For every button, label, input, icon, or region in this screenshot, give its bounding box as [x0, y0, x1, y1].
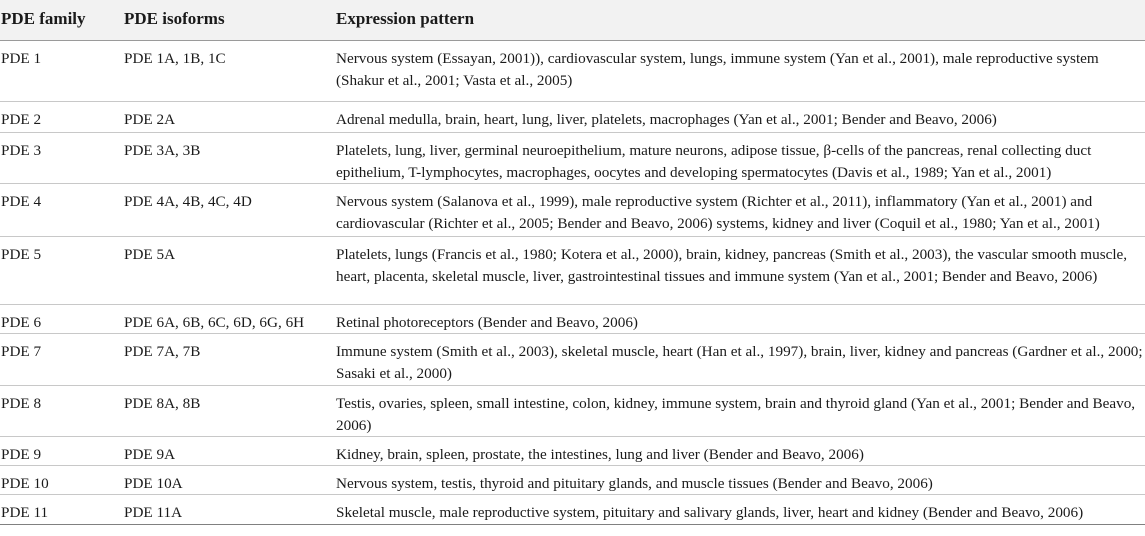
table-row: [0, 466, 1145, 495]
header-expression-pattern: Expression pattern: [336, 9, 475, 28]
family-cell: PDE 9: [1, 446, 42, 463]
table-row: [0, 102, 1145, 133]
table-row: [0, 386, 1145, 437]
table-row: [0, 495, 1145, 525]
header-pde-isoforms: PDE isoforms: [124, 9, 225, 28]
table-row: [0, 41, 1145, 102]
expression-cell: Immune system (Smith et al., 2003), skeletal muscle, heart (Han et al., 1997), brain, liver, kidney and pancreas (Gardner et al., 2000; Sasaki et al., 2000): [336, 343, 1143, 382]
isoforms-cell: PDE 4A, 4B, 4C, 4D: [124, 193, 252, 210]
family-cell: PDE 5: [1, 246, 42, 263]
expression-cell: Adrenal medulla, brain, heart, lung, liver, platelets, macrophages (Yan et al., 2001; Bender and Beavo, 2006): [336, 111, 997, 128]
isoforms-cell: PDE 9A: [124, 446, 176, 463]
table-row: [0, 184, 1145, 237]
table-row: [0, 237, 1145, 305]
table-row: [0, 305, 1145, 334]
expression-cell: Nervous system (Salanova et al., 1999), male reproductive system (Richter et al., 2011), inflammatory (Yan et al., 2001) and cardiovascular (Richter et al., 2005; Bender and Beavo, 2006) systems, kidney and liver (Coquil et al., 1980; Yan et al., 2001): [336, 193, 1100, 232]
table-row: [0, 133, 1145, 184]
family-cell: PDE 2: [1, 111, 42, 128]
isoforms-cell: PDE 11A: [124, 504, 183, 521]
isoforms-cell: PDE 7A, 7B: [124, 343, 201, 360]
family-cell: PDE 6: [1, 314, 42, 331]
expression-cell: Skeletal muscle, male reproductive system, pituitary and salivary glands, liver, heart and kidney (Bender and Beavo, 2006): [336, 504, 1084, 521]
expression-cell: Nervous system, testis, thyroid and pituitary glands, and muscle tissues (Bender and Beavo, 2006): [336, 475, 933, 492]
isoforms-cell: PDE 6A, 6B, 6C, 6D, 6G, 6H: [124, 314, 305, 331]
table-row: [0, 334, 1145, 386]
expression-cell: Retinal photoreceptors (Bender and Beavo, 2006): [336, 314, 638, 331]
expression-cell: Platelets, lungs (Francis et al., 1980; Kotera et al., 2000), brain, kidney, pancreas (Smith et al., 2003), the vascular smooth muscle, heart, placenta, skeletal muscle, liver, gastrointestinal tissues and immune system (Yan et al., 2001; Bender and Beavo, 2006): [336, 246, 1128, 285]
expression-cell: Kidney, brain, spleen, prostate, the intestines, lung and liver (Bender and Beavo, 2006): [336, 446, 864, 463]
header-pde-family: PDE family: [1, 9, 86, 28]
expression-cell: Nervous system (Essayan, 2001)), cardiovascular system, lungs, immune system (Yan et al., 2001), male reproductive system (Shakur et al., 2001; Vasta et al., 2005): [336, 50, 1099, 89]
table-row: [0, 437, 1145, 466]
family-cell: PDE 3: [1, 142, 42, 159]
family-cell: PDE 7: [1, 343, 42, 360]
family-cell: PDE 8: [1, 395, 42, 412]
isoforms-cell: PDE 8A, 8B: [124, 395, 201, 412]
family-cell: PDE 1: [1, 50, 42, 67]
isoforms-cell: PDE 2A: [124, 111, 176, 128]
expression-cell: Testis, ovaries, spleen, small intestine, colon, kidney, immune system, brain and thyroid gland (Yan et al., 2001; Bender and Beavo, 2006): [336, 395, 1136, 434]
isoforms-cell: PDE 1A, 1B, 1C: [124, 50, 226, 67]
isoforms-cell: PDE 5A: [124, 246, 176, 263]
expression-cell: Platelets, lung, liver, germinal neuroepithelium, mature neurons, adipose tissue, β-cells of the pancreas, renal collecting duct epithelium, T-lymphocytes, macrophages, oocytes and developing spermatocytes (Davis et al., 1989; Yan et al., 2001): [336, 142, 1092, 181]
isoforms-cell: PDE 10A: [124, 475, 183, 492]
family-cell: PDE 4: [1, 193, 42, 210]
family-cell: PDE 10: [1, 475, 49, 492]
table-header: [0, 0, 1145, 41]
isoforms-cell: PDE 3A, 3B: [124, 142, 201, 159]
family-cell: PDE 11: [1, 504, 49, 521]
